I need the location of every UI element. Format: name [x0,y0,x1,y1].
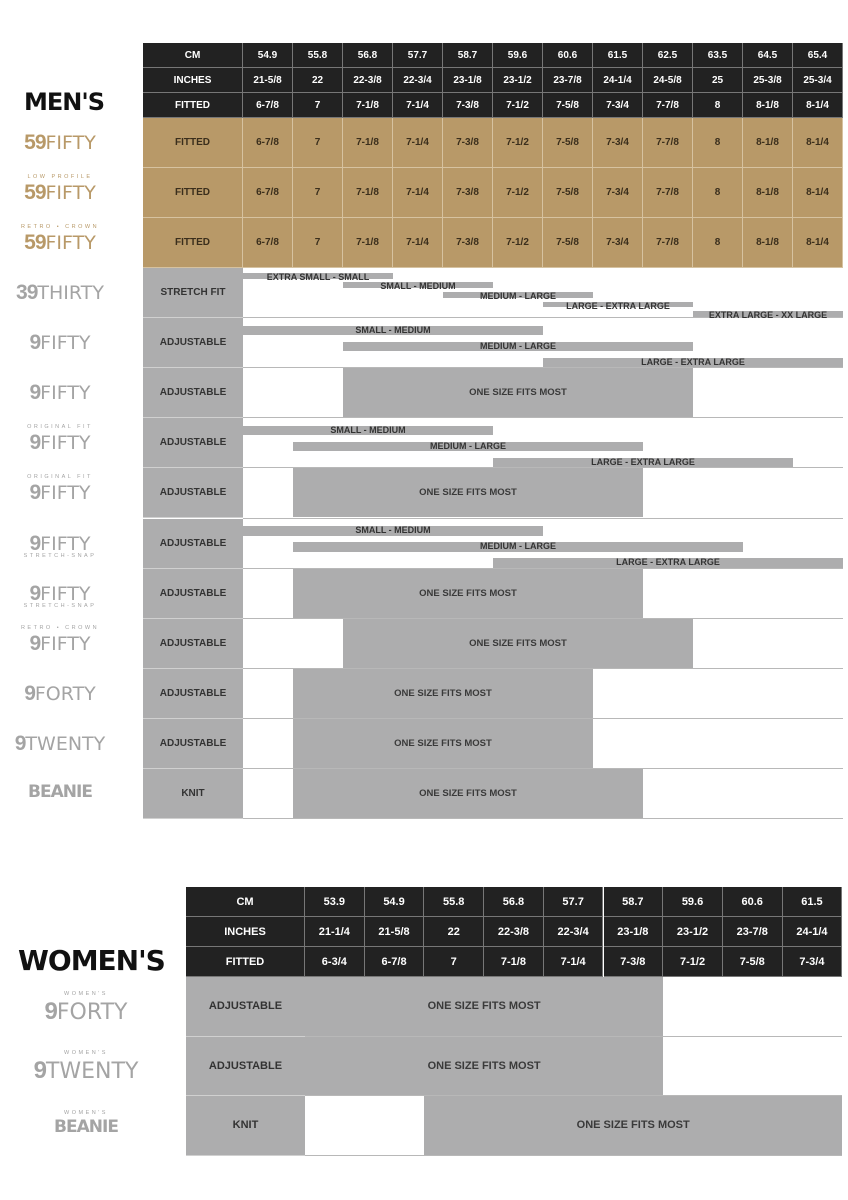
header-cell: 59.6 [663,887,723,917]
header-cell: 58.7 [443,43,493,68]
row-divider [243,417,843,418]
row-type-label: STRETCH FIT [143,268,243,318]
header-cell: 7-3/8 [443,93,493,118]
brand-logo [0,231,120,255]
header-cell: 22-3/8 [343,68,393,93]
brand-light: FIFTY [40,532,91,555]
header-cell: 23-7/8 [723,917,783,947]
brand-light: FIFTY [45,182,96,204]
brand-bold: 9 [33,1057,46,1085]
header-cell: 7-1/2 [663,947,723,977]
header-cell: 23-1/8 [604,917,664,947]
brand-logo [0,732,120,756]
row-type-label: KNIT [143,769,243,819]
fitted-cell: 7-1/4 [393,218,443,268]
header-cell: 23-7/8 [543,68,593,93]
brand-bold: 9 [44,997,57,1025]
header-cell: 57.7 [393,43,443,68]
header-cell: 23-1/8 [443,68,493,93]
header-cell: 54.9 [365,887,425,917]
fitted-cell: 7-5/8 [543,118,593,168]
fitted-cell: 8 [693,218,743,268]
brand-light: FIFTY [40,632,91,655]
brand-light: FIFTY [45,132,96,154]
header-cell: 7-1/8 [484,947,544,977]
header-cell: 62.5 [643,43,693,68]
header-cell: 7-5/8 [723,947,783,977]
fitted-cell: 6-7/8 [243,118,293,168]
size-bar-label: LARGE - EXTRA LARGE [641,356,745,367]
brand-bold: 9 [29,631,41,655]
brand-bold: 9 [29,531,41,555]
header-cell: 22-3/4 [544,917,604,947]
size-bar-label: MEDIUM - LARGE [480,340,556,351]
row-divider [243,818,843,819]
size-bar-label: MEDIUM - LARGE [430,440,506,451]
fitted-label: FITTED [143,118,243,168]
brand-bold: 9 [24,681,35,705]
size-bar-label: SMALL - MEDIUM [380,281,456,292]
header-cell: 24-1/4 [783,917,843,947]
fitted-cell: 7-1/8 [343,218,393,268]
brand-logo [0,381,120,405]
brand-prefix: LOW PROFILE [27,174,93,180]
fitted-cell: 8-1/8 [743,118,793,168]
header-cell: 8-1/4 [793,93,843,118]
fitted-label: FITTED [143,168,243,218]
header-cell: 6-7/8 [243,93,293,118]
header-cell: 56.8 [484,887,544,917]
brand-light: TWENTY [45,1059,139,1085]
fitted-cell: 7-3/8 [443,118,493,168]
row-divider [243,518,843,519]
size-bar: ONE SIZE FITS MOST [293,468,643,517]
header-cell: 6-7/8 [365,947,425,977]
fitted-cell: 7-3/4 [593,168,643,218]
row-type-label: ADJUSTABLE [143,619,243,669]
header-cell: 57.7 [544,887,604,917]
brand-bold: 59 [24,181,46,204]
header-cell: 22-3/8 [484,917,544,947]
brand-light: FIFTY [40,432,91,455]
row-type-label: ADJUSTABLE [143,418,243,468]
header-cell: 7-1/4 [393,93,443,118]
brand-logo [0,331,120,355]
brand-bold: 9 [29,431,41,455]
header-cell: 7-5/8 [543,93,593,118]
fitted-label: FITTED [143,218,243,268]
header-cell: 8 [693,93,743,118]
size-bar-label: EXTRA SMALL - SMALL [266,271,370,282]
fitted-cell: 6-7/8 [243,218,293,268]
mens-title: MEN'S [24,88,104,116]
fitted-cell: 7 [293,118,343,168]
header-cell: 61.5 [783,887,843,917]
brand-logo [0,431,120,455]
brand-logo [26,998,146,1026]
size-bar-label: MEDIUM - LARGE [480,291,556,302]
header-label: INCHES [186,917,305,947]
header-cell: 56.8 [343,43,393,68]
size-bar: ONE SIZE FITS MOST [424,1096,842,1155]
fitted-cell: 8-1/4 [793,118,843,168]
brand-logo [0,131,120,155]
brand-light: FORTY [34,682,96,705]
brand-light: TWENTY [25,732,106,755]
header-cell: 8-1/8 [743,93,793,118]
size-bar-label: SMALL - MEDIUM [330,424,406,435]
header-cell: 7-1/4 [544,947,604,977]
header-cell: 7 [293,93,343,118]
row-type-label: ADJUSTABLE [143,368,243,418]
fitted-cell: 7-1/2 [493,218,543,268]
size-bar: ONE SIZE FITS MOST [305,1037,663,1096]
fitted-cell: 8-1/4 [793,218,843,268]
fitted-cell: 7-3/8 [443,218,493,268]
brand-prefix: RETRO • CROWN [20,624,100,631]
header-cell: 64.5 [743,43,793,68]
brand-prefix: WOMEN'S [64,990,108,997]
header-cell: 55.8 [424,887,484,917]
header-cell: 25-3/8 [743,68,793,93]
header-cell: 23-1/2 [663,917,723,947]
header-cell: 58.7 [604,887,664,917]
header-cell: 63.5 [693,43,743,68]
fitted-cell: 8-1/8 [743,168,793,218]
header-label: INCHES [143,68,243,93]
header-cell: 25 [693,68,743,93]
fitted-cell: 7-1/2 [493,118,543,168]
brand-light: FIFTY [40,482,91,505]
size-bar: ONE SIZE FITS MOST [293,669,593,718]
header-cell: 23-1/2 [493,68,543,93]
header-cell: 7 [424,947,484,977]
header-label: CM [186,887,305,917]
brand-bold: 9 [29,581,41,605]
brand-light: FORTY [56,999,128,1025]
size-bar-label: LARGE - EXTRA LARGE [566,300,670,311]
size-bar-label: LARGE - EXTRA LARGE [591,456,695,467]
fitted-cell: 7-1/8 [343,118,393,168]
row-type-label: ADJUSTABLE [143,468,243,518]
header-cell: 61.5 [593,43,643,68]
brand-prefix: ORIGINAL FIT [27,474,93,481]
row-type-label: KNIT [186,1096,305,1156]
header-cell: 22-3/4 [393,68,443,93]
fitted-cell: 7-1/8 [343,168,393,218]
fitted-cell: 7-5/8 [543,218,593,268]
size-bar-label: MEDIUM - LARGE [480,540,556,551]
header-cell: 24-1/4 [593,68,643,93]
brand-logo [0,481,120,505]
fitted-cell: 7-7/8 [643,118,693,168]
header-cell: 65.4 [793,43,843,68]
header-cell: 7-1/8 [343,93,393,118]
fitted-cell: 7-1/4 [393,118,443,168]
header-cell: 60.6 [723,887,783,917]
size-bar: ONE SIZE FITS MOST [305,977,663,1036]
brand-suffix: STRETCH-SNAP [23,552,97,559]
row-type-label: ADJUSTABLE [186,1037,305,1097]
header-cell: 21-5/8 [365,917,425,947]
brand-prefix: RETRO • CROWN [20,224,100,230]
brand-prefix: WOMEN'S [64,1109,108,1116]
brand-logo [0,181,120,205]
header-cell: 55.8 [293,43,343,68]
row-type-label: ADJUSTABLE [143,669,243,719]
header-cell: 22 [293,68,343,93]
brand-logo [26,1057,146,1085]
fitted-cell: 8-1/4 [793,168,843,218]
size-bar-label: LARGE - EXTRA LARGE [616,556,720,567]
size-bar-label: EXTRA LARGE - XX LARGE [708,310,828,321]
size-bar: ONE SIZE FITS MOST [343,619,693,668]
brand-suffix: STRETCH-SNAP [23,602,97,609]
fitted-cell: 8 [693,118,743,168]
brand-light: THIRTY [37,282,104,305]
header-cell: 22 [424,917,484,947]
fitted-cell: 7-7/8 [643,168,693,218]
header-cell: 7-1/2 [493,93,543,118]
brand-bold: 9 [29,481,41,505]
row-type-label: ADJUSTABLE [143,719,243,769]
header-cell: 24-5/8 [643,68,693,93]
row-type-label: ADJUSTABLE [143,519,243,569]
size-bar-label: SMALL - MEDIUM [355,524,431,535]
fitted-cell: 7-1/4 [393,168,443,218]
fitted-cell: 7 [293,218,343,268]
brand-light: FIFTY [40,582,91,605]
header-cell: 54.9 [243,43,293,68]
header-label: FITTED [186,947,305,977]
brand-logo [26,1117,146,1137]
header-cell: 7-3/4 [593,93,643,118]
header-cell: 59.6 [493,43,543,68]
brand-prefix: WOMEN'S [64,1050,108,1057]
size-bar-label: SMALL - MEDIUM [355,324,431,335]
brand-bold: 9 [29,331,41,355]
womens-title: WOMEN'S [18,944,165,977]
size-bar: ONE SIZE FITS MOST [293,769,643,818]
fitted-cell: 6-7/8 [243,168,293,218]
header-cell: 25-3/4 [793,68,843,93]
fitted-cell: 8 [693,168,743,218]
fitted-cell: 7-5/8 [543,168,593,218]
brand-bold: 9 [29,381,41,405]
fitted-cell: 7-1/2 [493,168,543,218]
header-label: CM [143,43,243,68]
brand-logo [0,782,120,802]
fitted-cell: 8-1/8 [743,218,793,268]
row-type-label: ADJUSTABLE [143,318,243,368]
brand-logo [0,281,120,305]
header-cell: 60.6 [543,43,593,68]
size-bar: ONE SIZE FITS MOST [293,719,593,768]
header-cell: 21-5/8 [243,68,293,93]
fitted-cell: 7-3/4 [593,218,643,268]
header-label: FITTED [143,93,243,118]
brand-light: FIFTY [40,332,91,355]
brand-bold: 59 [24,231,46,254]
brand-bold: BEANIE [28,782,92,803]
size-bar: ONE SIZE FITS MOST [293,569,643,618]
header-cell: 6-3/4 [305,947,365,977]
row-type-label: ADJUSTABLE [186,977,305,1037]
brand-bold: 39 [16,281,38,305]
brand-logo [0,632,120,656]
fitted-cell: 7-3/8 [443,168,493,218]
header-cell: 7-3/8 [604,947,664,977]
brand-logo [0,682,120,706]
brand-bold: 59 [24,131,46,154]
header-cell: 21-1/4 [305,917,365,947]
header-cell: 7-3/4 [783,947,843,977]
header-cell: 7-7/8 [643,93,693,118]
row-divider [305,1155,842,1156]
fitted-cell: 7-7/8 [643,218,693,268]
fitted-cell: 7-3/4 [593,118,643,168]
brand-bold: 9 [14,731,26,755]
brand-bold: BEANIE [54,1116,118,1137]
fitted-cell: 7 [293,168,343,218]
brand-light: FIFTY [40,382,91,405]
row-type-label: ADJUSTABLE [143,569,243,619]
brand-light: FIFTY [45,232,96,254]
header-cell: 53.9 [305,887,365,917]
brand-prefix: ORIGINAL FIT [27,424,93,431]
size-bar: ONE SIZE FITS MOST [343,368,693,417]
